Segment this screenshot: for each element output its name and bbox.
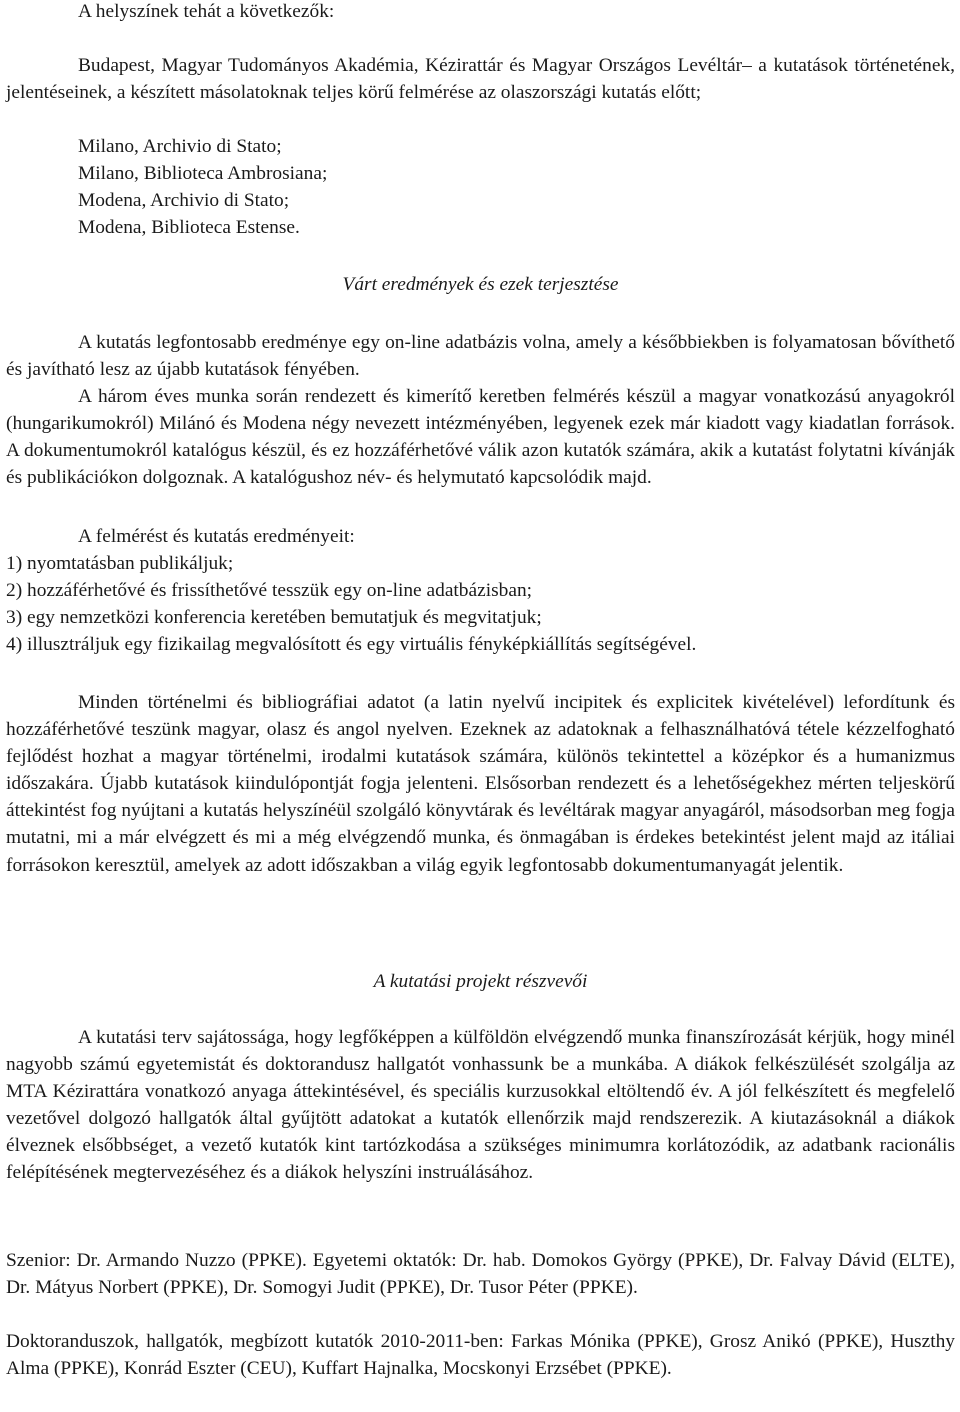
location-item: Milano, Biblioteca Ambrosiana;	[78, 163, 328, 185]
list-item: 3) egy nemzetközi konferencia keretében bemutatjuk és megvitatjuk;	[6, 607, 542, 629]
location-item: Modena, Archivio di Stato;	[78, 190, 290, 212]
location-item: Modena, Biblioteca Estense.	[78, 217, 300, 239]
locations-list	[6, 133, 955, 241]
heading-participants: A kutatási projekt részvevői	[373, 971, 588, 992]
students-paragraph: Doktoranduszok, hallgatók, megbízott kutatók 2010-2011-ben: Farkas Mónika (PPKE), Grosz Anikó (PPKE), Huszthy Alma (PPKE), Konrád Eszter (CEU), Kuffart Hajnalka, Mocskonyi Erzsébet (PPKE).	[6, 1331, 955, 1380]
staff-paragraph: Szenior: Dr. Armando Nuzzo (PPKE). Egyetemi oktatók: Dr. hab. Domokos György (PPKE), Dr. Falvay Dávid (ELTE), Dr. Mátyus Norbert (PPKE), Dr. Somogyi Judit (PPKE), Dr. Tusor Péter (PPKE).	[6, 1250, 955, 1299]
intro-text: A helyszínek tehát a következők:	[78, 1, 335, 22]
results-list-intro: A felmérést és kutatás eredményeit:	[78, 526, 355, 547]
results-paragraph: A kutatás legfontosabb eredménye egy on-line adatbázis volna, amely a későbbiekben is folyamatosan bővíthető és javítható lesz az újabb kutatások fényében.	[6, 332, 955, 381]
participants-paragraph: A kutatási terv sajátossága, hogy legfőképpen a külföldön elvégzendő munka finanszírozását kérjük, hogy minél nagyobb számú egyetemistát és doktorandusz hallgatót vonhassunk be a munkába. A diákok felkészülését szolgálja az MTA Kézirattára vonatkozó anyaga áttekintésével, és speciális kurzusokkal eltöltendő év. A jól felkészített és megfelelő vezetővel dolgozó hallgatók által gyűjtött adatokat a kutatók ellenőrzik majd rendszerezik. A kiutazásoknál a diákok élveznek elsőbbséget, a vezető kutatók kint tartózkodása a szükséges minimumra korlátozódik, az adatbank racionális felépítésének megtervezéséhez és a diákok helyszíni instruálásához.	[6, 1027, 955, 1184]
list-item: 1) nyomtatásban publikáljuk;	[6, 553, 234, 574]
locations-paragraph: Budapest, Magyar Tudományos Akadémia, Kézirattár és Magyar Országos Levéltár– a kutatások történetének, jelentéseinek, a készített másolatoknak teljes körű felmérése az olaszországi kutatás előtt;	[6, 55, 955, 104]
heading-expected-results: Várt eredmények és ezek terjesztése	[342, 274, 619, 295]
location-item: Milano, Archivio di Stato;	[78, 136, 282, 157]
history-paragraph: Minden történelmi és bibliográfiai adatot (a latin nyelvű incipitek és explicitek kivételével) lefordítunk és hozzáférhetővé teszünk magyar, olasz és angol nyelven. Ezeknek az adatoknak a felhasználhatóvá tétele kézzelfogható fejlődést hozhat a magyar történelmi, irodalmi kutatások számára, különös tekintettel a középkor és a humanizmus időszakára. Újabb kutatások kiindulópontját fogja jelenteni. Elsősorban rendezett és a lehetőségekhez mérten teljeskörű áttekintést fog nyújtani a kutatás helyszínéül szolgáló könyvtárak és levéltárak magyar anyagáról, másodsorban meg fogja mutatni, mi a már elvégzett és mi a még elvégzendő munka, és önmagában is érdekes betekintést jelent majd az itáliai forrásokon keresztül, amelyek az adott időszakban a világ egyik legfontosabb dokumentumanyagát jelentik.	[6, 692, 955, 876]
survey-paragraph: A három éves munka során rendezett és kimerítő keretben felmérés készül a magyar vonatkozású anyagokról (hungarikumokról) Milánó és Modena négy nevezett intézményében, legyenek ezek már kiadott vagy kiadatlan források. A dokumentumokról katalógus készül, és ez hozzáférhetővé válik azon kutatók számára, akik a kutatást folytatni kívánják és publikációkon dolgoznak. A katalógushoz név- és helymutató kapcsolódik majd.	[6, 386, 955, 489]
list-item: 4) illusztráljuk egy fizikailag megvalósított és egy virtuális fényképkiállítás segítségével.	[6, 634, 697, 656]
list-item: 2) hozzáférhetővé és frissíthetővé tesszük egy on-line adatbázisban;	[6, 580, 533, 602]
results-list	[6, 550, 955, 658]
